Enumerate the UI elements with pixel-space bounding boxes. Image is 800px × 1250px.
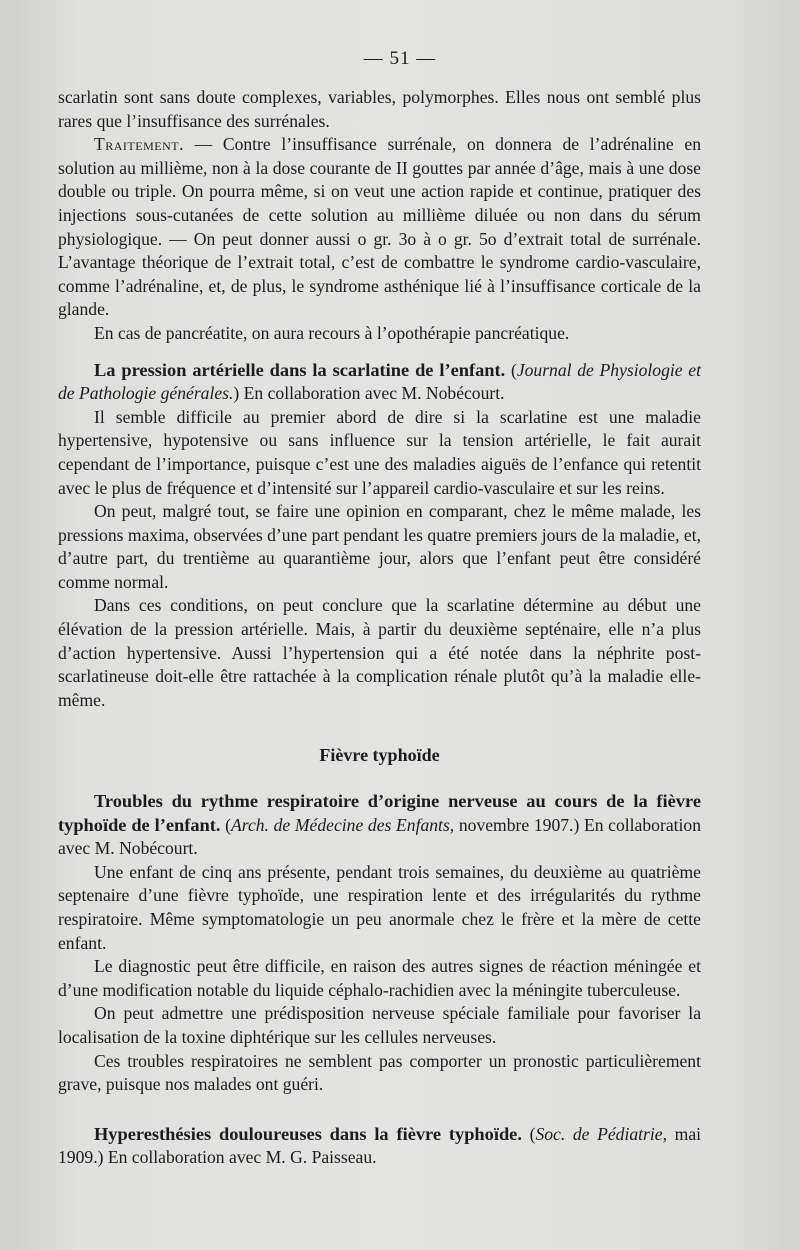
- article-1-paragraph: Il semble difficile au premier abord de dire si la scarlatine est une maladie hypertensive, hypotensive ou sans influence sur la tension artérielle, le fait aurait cependant de l’importance, puisque c’est une des maladies aiguës de l’enfance qui retentit avec le plus de fréquence et d’intensité sur l’appareil cardio-vasculaire et sur les reins.: [58, 406, 701, 498]
- article-3-journal: Soc. de Pédiatrie,: [535, 1123, 667, 1144]
- article-1-journal: Journal de Physiologie et de Pathologie générales.: [58, 359, 701, 404]
- paragraph-treatment: [58, 133, 701, 322]
- page-content: [58, 86, 701, 1170]
- article-1-heading: [58, 359, 701, 406]
- article-1-paragraph: On peut, malgré tout, se faire une opinion en comparant, chez le même malade, les pressions maxima, observées d’une part pendant les quatre premiers jours de la maladie, et, d’autre part, du trentième au quarantième jour, alors que l’enfant peut être considéré comme normal.: [58, 501, 701, 592]
- article-3-heading: [58, 1123, 701, 1170]
- section-title: Fièvre typhoïde: [319, 745, 440, 766]
- article-2-paragraph: On peut admettre une prédisposition nerveuse spéciale familiale pour favoriser la localisation de la toxine diphtérique sur les cellules nerveuses.: [58, 1003, 701, 1047]
- article-1-ref-open: (: [505, 359, 517, 380]
- article-2-ref-close: novembre 1907.) En collaboration avec M. Nobécourt.: [58, 814, 702, 859]
- article-1-ref-close: ) En collaboration avec M. Nobécourt.: [233, 383, 505, 404]
- article-2-heading: [58, 790, 701, 861]
- paragraph-continuation: scarlatin sont sans doute complexes, variables, polymorphes. Elles nous ont semblé plus rares que l’insuffisance des surrénales.: [58, 87, 701, 131]
- article-2-title: Troubles du rythme respiratoire d’origine nerveuse au cours de la fièvre typhoïde de l’enfant.: [58, 791, 701, 835]
- article-2-paragraph: Une enfant de cinq ans présente, pendant trois semaines, du deuxième au quatrième septenaire d’une fièvre typhoïde, une respiration lente et des irrégularités du rythme respiratoire. Même symptomatologie un peu anormale chez le frère et la mère de cette enfant.: [58, 861, 701, 953]
- article-3-ref-close: mai 1909.) En collaboration avec M. G. Paisseau.: [58, 1123, 702, 1168]
- article-2-journal: Arch. de Médecine des Enfants,: [231, 814, 455, 835]
- treatment-heading: Traitement.: [94, 134, 184, 155]
- article-3-ref-open: (: [521, 1123, 536, 1144]
- article-1-title: La pression artérielle dans la scarlatine de l’enfant.: [94, 359, 506, 380]
- article-2-paragraph: Le diagnostic peut être difficile, en raison des autres signes de réaction méningée et d’une modification notable du liquide céphalo-rachidien avec la méningite tuberculeuse.: [58, 956, 701, 1000]
- article-2-ref-open: (: [220, 814, 232, 835]
- article-2-paragraph: Ces troubles respiratoires ne semblent pas comporter un pronostic particulièrement grave, puisque nos malades ont guéri.: [58, 1050, 701, 1095]
- article-1-paragraph: Dans ces conditions, on peut conclure que la scarlatine détermine au début une élévation de la pression artérielle. Mais, à partir du deuxième septénaire, elle n’a plus d’action hypertensive. Aussi l’hypertension qui a été notée dans la néphrite post-scarlatineuse doit-elle être rattachée à la complication rénale plutôt qu’à la maladie elle-même.: [58, 595, 701, 710]
- treatment-text: — Contre l’insuffisance surrénale, on donnera de l’adrénaline en solution au millième, non à la dose courante de II gouttes par année d’âge, mais à une dose double ou triple. On pourra même, si on veut une action rapide et continue, pratiquer des injections sous-cutanées de cette solution au millième diluée ou non dans du sérum physiologique. — On peut donner aussi o gr. 3o à o gr. 5o d’extrait total de surrénale. L’avantage théorique de l’extrait total, c’est de combattre le syndrome cardio-vasculaire, comme l’adrénaline, et, de plus, le syndrome asthénique lié à l’insuffisance corticale de la glande.: [58, 134, 701, 320]
- page-number: — 51 —: [363, 48, 437, 69]
- paragraph-pancreatitis: En cas de pancréatite, on aura recours à l’opothérapie pancréatique.: [94, 322, 570, 343]
- article-3-title: Hyperesthésies douloureuses dans la fièvre typhoïde.: [94, 1123, 522, 1144]
